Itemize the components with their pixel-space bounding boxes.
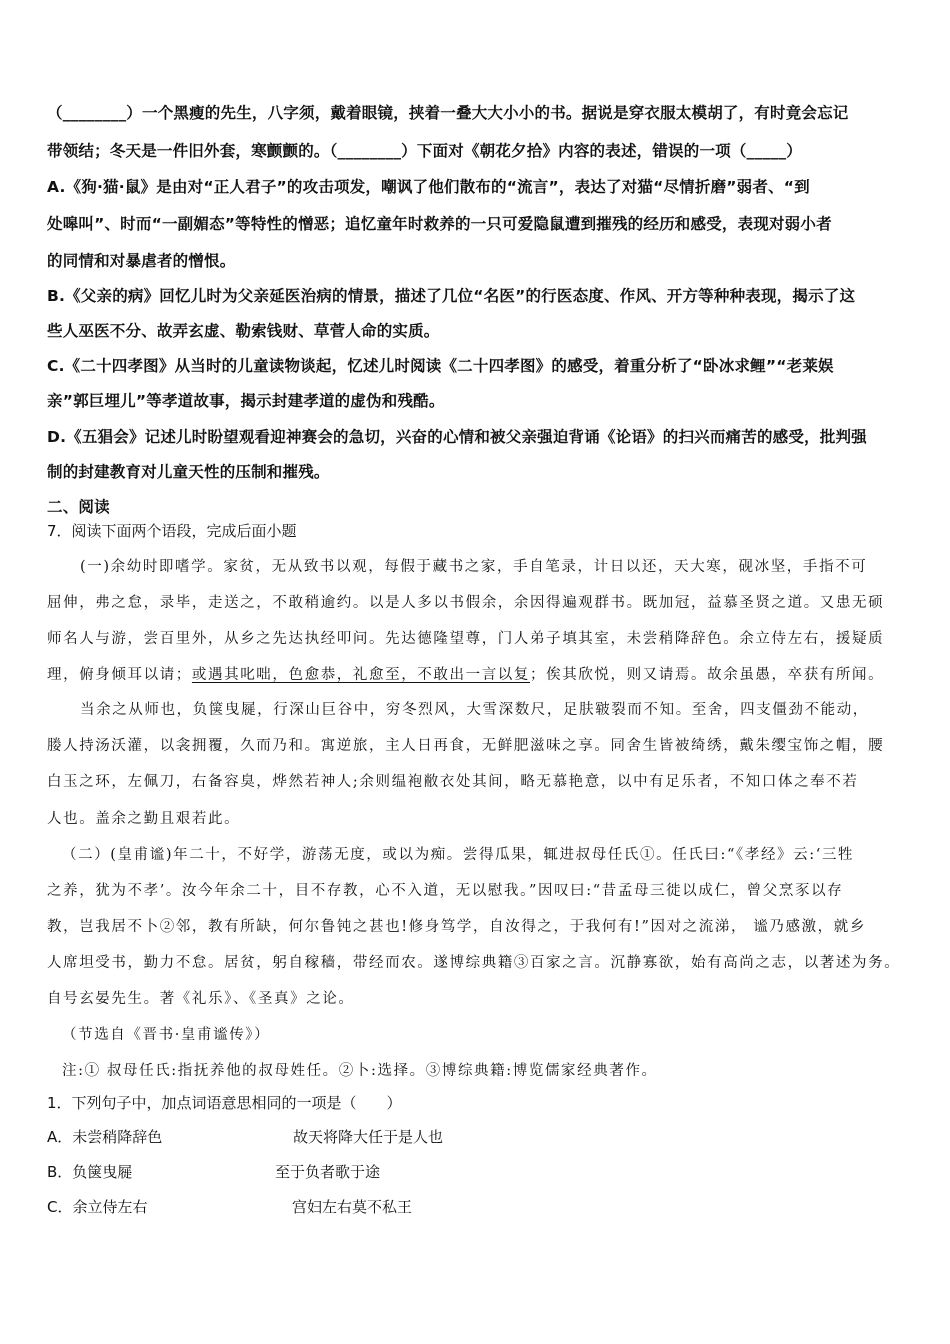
passage1-line4-start: 理，俯身倾耳以请； — [47, 667, 192, 683]
subquestion1-option-c-right: 宫妇左右莫不私王 — [292, 1198, 413, 1216]
passage1-para2-line2: 媵人持汤沃灌，以衾拥覆，久而乃和。寓逆旅，主人日再食，无鲜肥滋味之享。同舍生皆被绮绣，戴朱缨宝饰之帽，腰 — [47, 738, 885, 754]
passage1-line1: (一)余幼时即嗜学。家贫，无从致书以观，每假于藏书之家，手自笔录，计日以还，天大寒，砚冰坚，手指不可 — [80, 559, 868, 575]
subquestion1-option-b-right: 至于负者歌于途 — [275, 1163, 381, 1181]
q6-option-a-line3: 的同情和对暴虐者的憎恨。 — [47, 252, 236, 270]
q6-intro-line1: （________）一个黑瘦的先生，八字须，戴着眼镜，挟着一叠大大小小的书。据说是穿衣服太模胡了，有时竟会忘记 — [47, 104, 849, 122]
passage2-line2: 之养，犹为不孝’。汝今年余二十，目不存教，心不入道，无以慰我。”因叹曰:“昔孟母三徙以成仁，曾父烹豕以存 — [47, 883, 844, 899]
section-heading: 二、阅读 — [47, 498, 110, 516]
q6-option-d-line2: 制的封建教育对儿童天性的压制和摧残。 — [47, 463, 330, 481]
passage2-line5: 自号玄晏先生。著《礼乐》、《圣真》之论。 — [47, 991, 355, 1007]
passage2-line3: 教，岂我居不卜②邻，教有所缺，何尔鲁钝之甚也!修身笃学，自汝得之，于我何有!”因对之流涕， 谧乃感激，就乡 — [47, 919, 866, 935]
q6-option-b-line1: B.《父亲的病》回忆儿时为父亲延医治病的情景，描述了几位“名医”的行医态度、作风、开方等种种表现，揭示了这 — [47, 287, 856, 305]
q7-stem: 7．阅读下面两个语段，完成后面小题 — [47, 522, 297, 540]
passage2-source: （节选自《晋书·皇甫谧传》） — [62, 1027, 271, 1043]
q6-option-d-line1: D.《五猖会》记述儿时盼望观看迎神赛会的急切，兴奋的心情和被父亲强迫背诵《论语》的扫兴而痛苦的感受，批判强 — [47, 428, 867, 446]
subquestion1-option-b-left: B．负箧曳屣 — [47, 1163, 133, 1181]
passage1-para2-line4: 人也。盖余之勤且艰若此。 — [47, 811, 241, 827]
passage1-para2-line3: 白玉之环，左佩刀，右备容臭，烨然若神人;余则缊袍敝衣处其间，略无慕艳意，以中有足乐者，不知口体之奉不若 — [47, 774, 859, 790]
subquestion1-stem: 1．下列句子中，加点词语意思相同的一项是（ ） — [47, 1094, 402, 1112]
q6-option-a-line1: A.《狗·猫·鼠》是由对“正人君子”的攻击项发，嘲讽了他们散布的“流言”，表达了对猫“尽情折磨”弱者、“到 — [47, 178, 810, 196]
passage1-para2-line1: 当余之从师也，负箧曳屣，行深山巨谷中，穷冬烈风，大雪深数尺，足肤皲裂而不知。至舍，四支僵劲不能动， — [80, 702, 869, 718]
underlined-sentence: 或遇其叱咄，色愈恭，礼愈至，不敢出一言以复 — [191, 667, 531, 683]
q6-option-b-line2: 些人巫医不分、故弄玄虚、勒索钱财、草菅人命的实质。 — [47, 322, 440, 340]
subquestion1-option-a-left: A．未尝稍降辞色 — [47, 1128, 163, 1146]
q6-intro-line2: 带领结；冬天是一件旧外套，寒颤颤的。（________）下面对《朝花夕拾》内容的表述，错误的一项（_____） — [47, 142, 803, 160]
passage2-line1: （二）(皇甫谧)年二十，不好学，游荡无度，或以为痴。尝得瓜果，辄进叔母任氏①。任氏曰:“《孝经》云:‘三牲 — [62, 847, 855, 863]
passage2-line4: 人席坦受书，勤力不怠。居贫，躬自稼穑，带经而农。遂博综典籍③百家之言。沉静寡欲，始有高尚之志，以著述为务。 — [47, 955, 901, 971]
q6-option-c-line2: 亲”郭巨埋儿”等孝道故事，揭示封建孝道的虚伪和残酷。 — [47, 392, 445, 410]
passage1-line4 — [47, 663, 884, 684]
passage1-line3: 师名人与游，尝百里外，从乡之先达执经叩问。先达德隆望尊，门人弟子填其室，未尝稍降辞色。余立侍左右，援疑质 — [47, 631, 885, 647]
q6-option-c-line1: C.《二十四孝图》从当时的儿童读物谈起，忆述儿时阅读《二十四孝图》的感受，着重分析了“卧冰求鲤”“老莱娱 — [47, 357, 834, 375]
passage1-line4-end: ；俟其欣悦，则又请焉。故余虽愚，卒获有所闻。 — [530, 667, 885, 683]
passage2-notes: 注:① 叔母任氏:指抚养他的叔母姓任。②卜:选择。③博综典籍:博览儒家经典著作。 — [62, 1063, 658, 1079]
passage1-line2: 屈伸，弗之怠，录毕，走送之，不敢稍逾约。以是人多以书假余，余因得遍观群书。既加冠，益慕圣贤之道。又患无硕 — [47, 595, 885, 611]
q6-option-a-line2: 处嗥叫”、时而“一副媚态”等特性的憎恶；追忆童年时救养的一只可爱隐鼠遭到摧残的经历和感受，表现对弱小者 — [47, 215, 832, 233]
subquestion1-option-a-right: 故天将降大任于是人也 — [293, 1128, 444, 1146]
subquestion1-option-c-left: C．余立侍左右 — [47, 1198, 148, 1216]
